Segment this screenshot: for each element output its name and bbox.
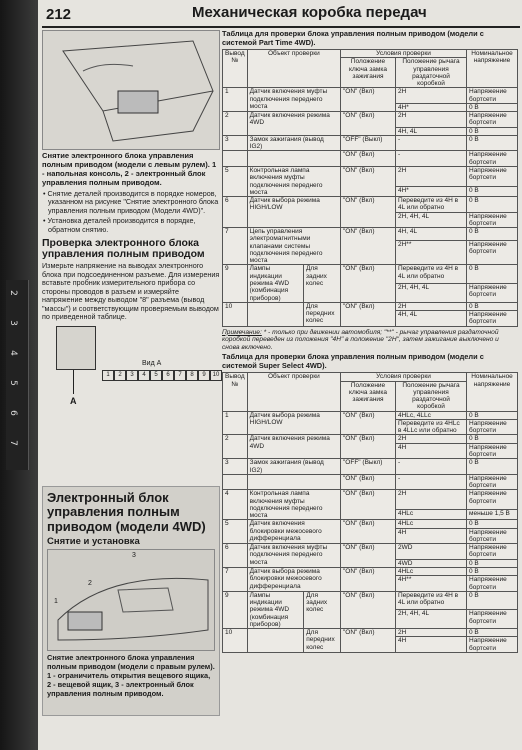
cell-num: 4 [223,490,248,520]
cell-object: Замок зажигания (вывод IG2) [247,459,340,475]
col-ignition: Положение ключа замка зажигания [341,381,396,411]
cell-lever: 4H* [396,186,467,196]
console-illustration [43,31,219,149]
ruler [6,280,29,470]
connector-pin: 7 [174,370,186,381]
cell-ignition: "ON" (Вкл) [341,167,396,197]
col-nominal: Номинальное напряжение [467,50,518,88]
cell-object: Датчик включения режима 4WD [247,435,340,459]
cell-lever: 4H [396,443,467,459]
cell-voltage: Напряжение бортсети [467,443,518,459]
cell-ignition: "ON" (Вкл) [341,411,396,435]
cell-lever: 4H, 4L [396,311,467,327]
section-subtitle: Снятие и установка [47,535,140,547]
dashboard-figure [47,549,215,651]
cell-lever: 2H [396,112,467,128]
cell-object: Датчик включения муфты подключения переднего моста [247,544,340,568]
cell-ignition: "ON" (Вкл) [341,228,396,265]
cell-voltage: 0 В [467,265,518,284]
view-a-label: Вид А [142,359,162,367]
table-row [223,474,518,490]
cell-object: Замок зажигания (вывод IG2) [247,135,340,151]
cell-voltage: Напряжение бортсети [467,284,518,303]
arrow-label: A [70,395,77,406]
col-num: Вывод № [223,373,248,411]
connector-pin: 4 [138,370,150,381]
dashboard-illustration [48,550,214,650]
cell-voltage: Напряжение бортсети [467,474,518,490]
cell-lever: 4H, 4L [396,228,467,241]
cell-lever: 2H [396,435,467,443]
section-title: Электронный блок управления полным приводом (модели 4WD) [47,490,206,534]
cell-lever: 4WD [396,559,467,567]
cell-num: 5 [223,167,248,197]
connector-figure [42,326,220,412]
ruler-mark: 7 [7,440,18,446]
cell-voltage: 0 В [467,197,518,213]
left-column [42,30,220,412]
cell-lever: 2H [396,302,467,310]
cell-ignition: "ON" (Вкл) [341,520,396,544]
book-page [38,0,522,750]
cell-lever: 4HLc [396,509,467,519]
col-ignition: Положение ключа замка зажигания [341,58,396,88]
cell-object: Контрольная лампа включения муфты подключения переднего моста [247,167,340,197]
cell-lever: 4HLc [396,520,467,528]
callout-1: 1 [54,597,58,605]
cell-num: 2 [223,112,248,136]
cell-voltage: 0 В [467,103,518,111]
table-row [223,568,518,576]
table-row [223,167,518,187]
cell-num [223,151,248,167]
cell-ignition: "ON" (Вкл) [341,435,396,459]
table-row [223,302,518,310]
cell-object: Лампы индикации режима 4WD (комбинация приборов) [247,591,304,628]
table-row [223,135,518,151]
cell-ignition: "OFF" (Выкл) [341,135,396,151]
cell-ignition: "ON" (Вкл) [341,591,396,628]
cell-object [247,474,340,490]
cell-object: Датчик включения муфты подключения переднего моста [247,88,340,112]
page-header [42,0,520,28]
cell-num: 7 [223,228,248,265]
cell-lever: 2H, 4H, 4L [396,212,467,228]
cell-voltage: Напряжение бортсети [467,528,518,544]
cell-object: Контрольная лампа включения муфты подключения переднего моста [247,490,340,520]
connector-pins [102,370,222,381]
cell-lever: 4H, 4L [396,127,467,135]
cell-object: Датчик включения блокировки межосевого дифференциала [247,520,340,544]
table2-caption: Таблица для проверки блока управления полным приводом (модели с системой Super Select 4WD). [222,352,484,370]
table1-note-text: * - только при движении автомобиля; "**" - рычаг управления раздаточной коробкой переведен из положения "4H" в положение "2H", затем зажигание выключено и снова включено. [222,328,499,351]
cell-object-sub: Для задних колес [304,591,341,628]
cell-num: 6 [223,197,248,228]
table-row [223,490,518,510]
cell-ignition: "ON" (Вкл) [341,112,396,136]
cell-object: Датчик выбора режима HIGH/LOW [247,411,340,435]
connector-pin: 5 [150,370,162,381]
page-title: Механическая коробка передач [192,4,427,21]
cell-lever: 4HLc, 4LLc [396,411,467,419]
cell-lever: - [396,474,467,490]
cell-voltage: Напряжение бортсети [467,167,518,187]
cell-ignition: "ON" (Вкл) [341,265,396,302]
cell-voltage: Напряжение бортсети [467,610,518,629]
cell-ignition: "ON" (Вкл) [341,88,396,112]
cell-voltage: 0 В [467,568,518,576]
note-2: • Установка деталей производится в порядке, обратном снятию. [43,216,196,234]
cell-voltage: 0 В [467,186,518,196]
cell-lever: - [396,459,467,475]
table2 [222,372,518,653]
cell-lever: 2H, 4H, 4L [396,610,467,629]
col-object: Объект проверки [247,50,340,88]
cell-voltage: Напряжение бортсети [467,490,518,510]
cell-num: 10 [223,629,248,653]
cell-num: 3 [223,135,248,151]
table1-note [222,329,518,352]
cell-num: 3 [223,459,248,475]
cell-num: 1 [223,88,248,112]
cell-voltage: Напряжение бортсети [467,544,518,560]
cell-voltage: Напряжение бортсети [467,637,518,653]
cell-lever: Переведите из 4HLc в 4LLc или обратно [396,419,467,435]
cell-lever: 4H** [396,576,467,592]
arrow-icon [73,370,74,394]
cell-object: Датчик выбора режима HIGH/LOW [247,197,340,228]
connector-pin: 8 [186,370,198,381]
col-num: Вывод № [223,50,248,88]
check-heading: Проверка электронного блока управления полным приводом [42,237,205,261]
ruler-mark: 5 [7,380,18,386]
table-row [223,197,518,213]
connector-pin: 3 [126,370,138,381]
cell-num: 9 [223,265,248,302]
cell-lever: Переведите из 4H в 4L или обратно [396,265,467,284]
cell-object-sub: Для передних колес [304,302,341,326]
cell-voltage: 0 В [467,228,518,241]
connector-pin: 6 [162,370,174,381]
cell-voltage: 0 В [467,520,518,528]
table1-caption: Таблица для проверки блока управления полным приводом (модели с системой Part Time 4WD). [222,29,484,47]
cell-voltage: 0 В [467,459,518,475]
cell-lever: - [396,135,467,151]
cell-voltage: меньше 1,5 В [467,509,518,519]
table-row [223,520,518,528]
cell-lever: 2H [396,490,467,510]
cell-ignition: "ON" (Вкл) [341,490,396,520]
cell-num: 2 [223,435,248,459]
table-row [223,591,518,610]
cell-lever: 2H [396,167,467,187]
cell-ignition: "ON" (Вкл) [341,197,396,228]
cell-voltage: Напряжение бортсети [467,419,518,435]
cell-object: Лампы индикации режима 4WD (комбинация приборов) [247,265,303,302]
table-row [223,629,518,637]
cell-lever: 4HLc [396,568,467,576]
cell-object [247,629,304,653]
col-conditions: Условия проверки [341,50,467,58]
col-nominal: Номинальное напряжение [467,373,518,411]
cell-lever: 2H [396,88,467,104]
cell-lever: - [396,151,467,167]
cell-object: Цепь управления электромагнитными клапанами системы подключения переднего моста [247,228,340,265]
table-row [223,265,518,284]
cell-voltage: Напряжение бортсети [467,112,518,128]
right-column [222,28,518,653]
unit-block [56,326,96,370]
cell-voltage: 0 В [467,135,518,151]
cell-lever: 4H* [396,103,467,111]
page-number: 212 [46,6,72,23]
ruler-mark: 6 [7,410,18,416]
cell-voltage: 0 В [467,127,518,135]
ruler-mark: 2 [7,290,18,296]
cell-lever: 2H [396,629,467,637]
cell-voltage: Напряжение бортсети [467,151,518,167]
cell-voltage: 0 В [467,302,518,310]
table-row [223,151,518,167]
cell-object-sub: Для задних колес [304,265,341,302]
cell-voltage: Напряжение бортсети [467,241,518,265]
cell-num: 10 [223,302,248,326]
connector-pin: 9 [198,370,210,381]
cell-num: 9 [223,591,248,628]
cell-voltage: 0 В [467,629,518,637]
cell-lever: 2H** [396,241,467,265]
cell-lever: Переведите из 4H в 4L или обратно [396,197,467,213]
cell-lever: 2H, 4H, 4L [396,284,467,303]
table-row [223,88,518,104]
cell-ignition: "ON" (Вкл) [341,544,396,568]
section-box [42,486,220,716]
console-figure [42,30,220,150]
table-row [223,435,518,443]
cell-object [247,151,340,167]
cell-voltage: 0 В [467,591,518,610]
note-1: • Снятие деталей производится в порядке номеров, указанном на рисунке "Снятие электронного блока управления полным приводом (Модели 4WD)". [43,188,219,215]
check-text: Измерьте напряжение на выводах электронного блока при подсоединенном разъеме. Для измерения вставьте пробник измерительного прибора со стороны проводов в разъем и измеряйте напряжение между выводом "8" разъема (вывод "массы") и соответствующим проверяемым выводом по приведенной таблице. [42,261,220,322]
ruler-mark: 4 [7,350,18,356]
cell-ignition: "ON" (Вкл) [341,302,396,326]
table-row [223,411,518,419]
figure1-caption: Снятие электронного блока управления полным приводом (модели с левым рулем). 1 - напольная консоль, 2 - электронный блок управления полным приводом. [42,151,217,187]
cell-num [223,474,248,490]
cell-num: 5 [223,520,248,544]
col-lever: Положение рычага управления раздаточной коробкой [396,381,467,411]
cell-voltage: 0 В [467,559,518,567]
cell-voltage: Напряжение бортсети [467,576,518,592]
cell-voltage: Напряжение бортсети [467,311,518,327]
table-row [223,228,518,241]
col-conditions: Условия проверки [341,373,467,381]
table-row [223,112,518,128]
cell-ignition: "ON" (Вкл) [341,474,396,490]
connector-pin: 1 [102,370,114,381]
cell-lever: 4H [396,528,467,544]
callout-3: 3 [132,551,136,559]
cell-ignition: "ON" (Вкл) [341,151,396,167]
cell-object: Датчик включения режима 4WD [247,112,340,136]
table1-note-label: Примечание: [222,328,262,336]
col-object: Объект проверки [247,373,340,411]
col-lever: Положение рычага управления раздаточной коробкой [396,58,467,88]
cell-object [247,302,303,326]
table-row [223,544,518,560]
connector-pin: 10 [210,370,222,381]
cell-ignition: "ON" (Вкл) [341,568,396,592]
table-row [223,459,518,475]
cell-num: 1 [223,411,248,435]
cell-voltage: Напряжение бортсети [467,88,518,104]
table1 [222,49,518,327]
cell-voltage: Напряжение бортсети [467,212,518,228]
cell-num: 7 [223,568,248,592]
cell-voltage: 0 В [467,435,518,443]
cell-ignition: "OFF" (Выкл) [341,459,396,475]
cell-object: Датчик выбора режима блокировки межосевого дифференциала [247,568,340,592]
ruler-mark: 3 [7,320,18,326]
cell-lever: 4H [396,637,467,653]
cell-num: 6 [223,544,248,568]
figure2-caption: Снятие электронного блока управления полным приводом (модели с правым рулем). 1 - ограничитель открытия вещевого ящика, 2 - вещевой ящик, 3 - электронный блок управления полным приводом. [47,652,215,698]
cell-lever: Переведите из 4H в 4L или обратно [396,591,467,610]
cell-voltage: 0 В [467,411,518,419]
callout-2: 2 [88,579,92,587]
cell-object-sub: Для передних колес [304,629,341,653]
connector-pin: 2 [114,370,126,381]
cell-lever: 2WD [396,544,467,560]
cell-ignition: "ON" (Вкл) [341,629,396,653]
